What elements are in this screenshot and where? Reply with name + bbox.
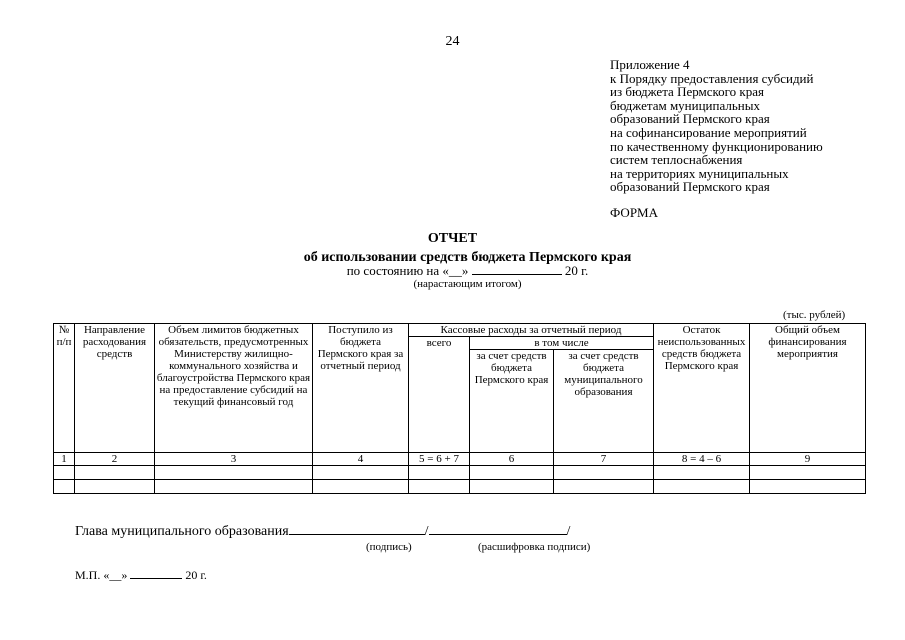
table-cell[interactable] <box>313 480 409 494</box>
col-header-received: Поступило из бюджета Пермского края за отчетный период <box>313 324 409 453</box>
table-cell[interactable] <box>470 480 554 494</box>
table-cell[interactable] <box>750 466 866 480</box>
table-cell[interactable] <box>75 466 155 480</box>
table-cell[interactable] <box>409 466 470 480</box>
col-header-regional: за счет средств бюджета Пермского края <box>470 350 554 453</box>
report-title: ОТЧЕТ <box>427 231 478 246</box>
table-cell[interactable] <box>554 466 654 480</box>
column-number: 1 <box>54 453 75 466</box>
table-cell[interactable] <box>155 466 313 480</box>
table-cell[interactable] <box>54 466 75 480</box>
column-number: 7 <box>554 453 654 466</box>
table-cell[interactable] <box>75 480 155 494</box>
column-number: 8 = 4 – 6 <box>654 453 750 466</box>
table-cell[interactable] <box>54 480 75 494</box>
table-row[interactable] <box>54 480 866 494</box>
col-header-including: в том числе <box>470 337 654 350</box>
header-row <box>54 324 866 337</box>
col-header-municipal: за счет средств бюджета муниципального образования <box>554 350 654 453</box>
column-number: 6 <box>470 453 554 466</box>
column-number: 2 <box>75 453 155 466</box>
column-number: 5 = 6 + 7 <box>409 453 470 466</box>
form-label: ФОРМА <box>610 205 658 220</box>
col-header-total: всего <box>409 337 470 453</box>
as-of-prefix: по состоянию на «__» <box>346 263 469 278</box>
signature-caption: (подпись) <box>366 541 412 553</box>
report-subtitle: об использовании средств бюджета Пермского края <box>303 250 632 265</box>
table-cell[interactable] <box>313 466 409 480</box>
column-number: 9 <box>750 453 866 466</box>
stamp-date <box>75 568 207 583</box>
column-numbers-row <box>54 453 866 466</box>
appendix-line: к Порядку предоставления субсидий <box>610 70 814 86</box>
col-header-cash-expenses: Кассовые расходы за отчетный период <box>409 324 654 337</box>
head-label: Глава муниципального образования <box>75 524 289 539</box>
column-number: 3 <box>155 453 313 466</box>
appendix-line: из бюджета Пермского края <box>610 84 765 100</box>
col-header-no: № п/п <box>54 324 75 453</box>
col-header-direction: Направление расходования средств <box>75 324 155 453</box>
report-table <box>53 323 866 494</box>
column-number: 4 <box>313 453 409 466</box>
col-header-balance: Остаток неиспользованных средств бюджета Пермского края <box>654 324 750 453</box>
stamp-month-blank[interactable] <box>130 578 182 579</box>
table-cell[interactable] <box>554 480 654 494</box>
col-header-overall: Общий объем финансирования мероприятия <box>750 324 866 453</box>
page-number: 24 <box>445 34 460 49</box>
stamp-label: М.П. «__» <box>75 568 128 582</box>
table-row[interactable] <box>54 466 866 480</box>
month-blank[interactable] <box>472 274 562 275</box>
signature-decode-blank[interactable] <box>429 534 567 535</box>
table-cell[interactable] <box>654 480 750 494</box>
as-of-year: 20 г. <box>564 263 589 278</box>
appendix-line: бюджетам муниципальных <box>610 97 760 113</box>
col-header-limits: Объем лимитов бюджетных обязательств, предусмотренных Министерству жилищно-коммунального хозяйства и благоустройства Пермского края на предоставление субсидий на текущий финансовый год <box>155 324 313 453</box>
appendix-line: систем теплоснабжения <box>610 152 743 168</box>
units-label: (тыс. рублей) <box>783 309 846 321</box>
as-of-date <box>0 263 905 279</box>
signature-blank[interactable] <box>289 534 425 535</box>
table-cell[interactable] <box>654 466 750 480</box>
signature-decode-caption: (расшифровка подписи) <box>478 541 591 553</box>
appendix-line: Приложение 4 <box>610 57 690 72</box>
appendix-line: по качественному функционированию <box>610 138 823 154</box>
appendix-line: образований Пермского края <box>610 179 770 195</box>
stamp-year: 20 г. <box>185 568 207 582</box>
appendix-line: на территориях муниципальных <box>610 165 789 181</box>
cumulative-note: (нарастающим итогом) <box>413 278 522 290</box>
table-cell[interactable] <box>750 480 866 494</box>
table-cell[interactable] <box>470 466 554 480</box>
appendix-line: образований Пермского края <box>610 111 770 127</box>
table-cell[interactable] <box>409 480 470 494</box>
appendix-line: на софинансирование мероприятий <box>610 124 807 140</box>
appendix-note <box>610 58 823 194</box>
table-cell[interactable] <box>155 480 313 494</box>
signature-line: Глава муниципального образования / / <box>75 524 571 539</box>
